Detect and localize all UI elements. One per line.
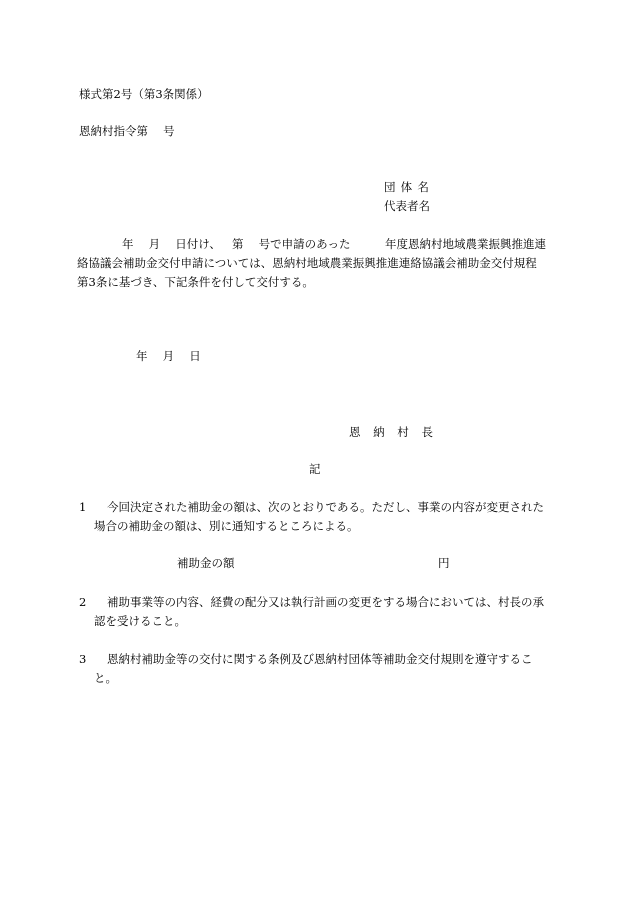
issue-date: 年 月 日 [136,349,201,363]
condition-1-line1: 今回決定された補助金の額は、次のとおりである。ただし、事業の内容が変更された [107,500,544,514]
issuer: 恩納村長 [349,425,446,439]
form-number: 様式第2号（第3条関係） [79,87,209,101]
body-line3: 第3条に基づき、下記条件を付して交付する。 [77,275,314,289]
body-line1-date: 年 月 日付け、 [122,237,221,251]
body-line1-number: 第 号で申請のあった [232,237,351,251]
body-line2: 絡協議会補助金交付申請については、恩納村地域農業振興推進連絡協議会補助金交付規程 [77,256,537,270]
subsidy-amount-label: 補助金の額 [177,556,235,570]
condition-2-line1: 補助事業等の内容、経費の配分又は執行計画の変更をする場合においては、村長の承 [107,595,544,609]
condition-2-number: 2 [79,595,87,609]
condition-2-line2: 認を受けること。 [94,614,186,628]
condition-1-number: 1 [79,500,87,514]
notation-heading: 記 [309,462,321,476]
condition-3-line1: 恩納村補助金等の交付に関する条例及び恩納村団体等補助金交付規則を遵守するこ [107,652,533,666]
condition-3-number: 3 [79,652,87,666]
condition-3-line2: と。 [94,671,117,685]
body-line1-tail: 年度恩納村地域農業振興推進連 [385,237,546,251]
representative-label: 代表者名 [384,199,430,213]
condition-1-line2: 場合の補助金の額は、別に通知するところによる。 [94,519,359,533]
group-name-label: 団体名 [384,180,435,194]
designation-number: 恩納村指令第 号 [79,124,175,138]
subsidy-amount-unit: 円 [438,556,450,570]
